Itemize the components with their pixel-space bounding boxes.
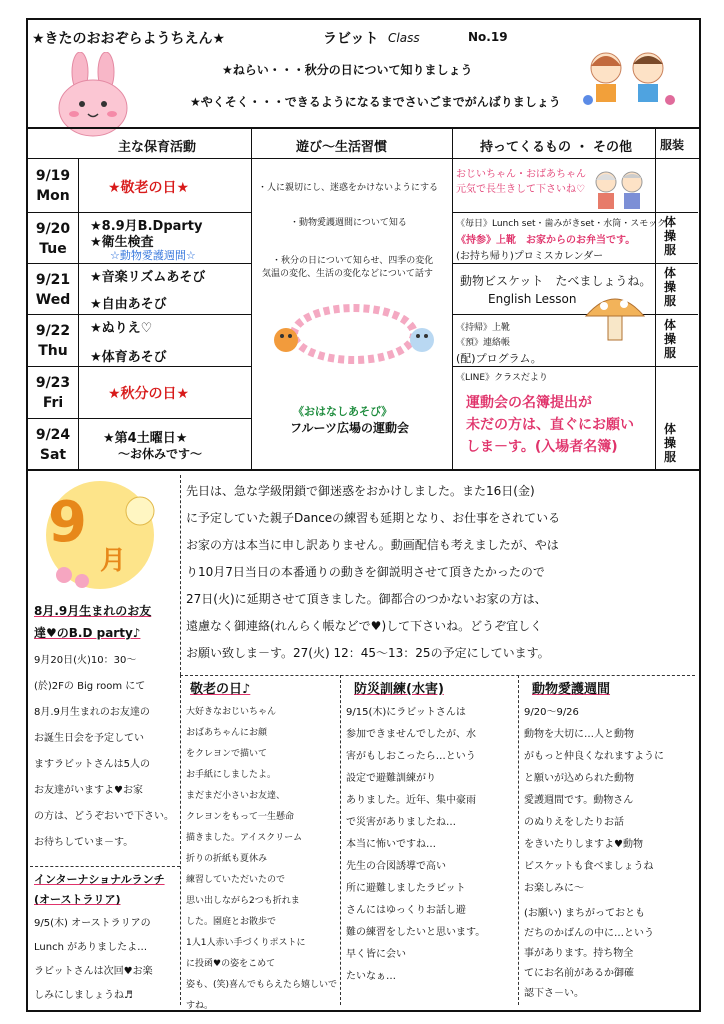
activity-item: ★第4土曜日★: [103, 431, 188, 446]
activity-item: ★秋分の日★: [108, 386, 190, 402]
play-item: 気温の変化、生活の変化などについて話す: [262, 269, 433, 279]
notes-divider: [180, 675, 695, 676]
notes-divider: [30, 866, 180, 867]
month-number: 9: [48, 490, 87, 555]
bousai-body: 9/15(木)にラビットさんは 参加できませんでしたが、水 害がもしおこったら…という 設定で避難訓練がり ありました。近年、集中豪雨 で災害がありましたね… 本当に怖いですね… 先生の合図誘導で高い 所に避難しましたラビット さんにはゆっくりお話し避 難の練習をしたいと思います。 早く皆に会い たいなぁ…: [346, 707, 486, 982]
class-word: Class: [388, 31, 420, 45]
row-divider: [26, 314, 252, 315]
school-name: ★きたのおおぞらようちえん★: [32, 31, 226, 47]
row-divider: [452, 263, 698, 264]
date-cell: 9/20 Tue: [35, 221, 71, 257]
play-item: ・人に親切にし、迷惑をかけないようにする: [258, 183, 439, 193]
activity-item: ★体育あそび: [90, 350, 167, 365]
header-divider: [26, 127, 699, 129]
grandparents-icon: [586, 168, 652, 210]
bring-item: しま－す。(入場者名簿): [466, 439, 618, 455]
bd-party-title: 8月.9月生まれのお友 達♥のB.D party♪: [34, 604, 152, 640]
notes-divider: [340, 675, 341, 1005]
clothes-cell: 体操服: [664, 215, 677, 257]
activity-item: ★衛生検査: [90, 235, 154, 250]
bring-item: 未だの方は、直ぐにお願い: [466, 417, 634, 433]
class-name: ラビット: [323, 31, 379, 47]
activity-item: ★敬老の日★: [108, 180, 190, 196]
row-divider: [26, 212, 252, 213]
clothes-cell: 体操服: [664, 318, 677, 360]
keiro-body: 大好きなおじいちゃん おばあちゃんにお顔 をクレヨンで描いて お手紙にしましたよ。 まだまだ小さいお友達、 クレヨンをもって一生懸命 描きました。アイスクリーム 折りの折紙も夏休み 練習していただいたので 思い出しながら2つも折れま した。園庭とお散歩で 1人1人赤い手づくりポストに に投函♥の姿をこめて 姿も、(笑)喜んでもらえたら嬉しいですね。: [186, 707, 338, 1011]
rabbit-face-icon: [54, 52, 134, 138]
children-icon: [578, 40, 678, 110]
activity-item: ☆動物愛護週間☆: [110, 249, 196, 262]
notes-divider: [518, 675, 519, 1005]
date-cell: 9/21 Wed: [35, 272, 71, 308]
activity-item: ★音楽リズムあそび: [90, 270, 206, 285]
bousai-title: 防災訓練(水害): [354, 682, 444, 697]
mushroom-icon: [580, 286, 650, 346]
row-divider: [26, 263, 252, 264]
play-item: ・動物愛護週間について知る: [290, 218, 407, 228]
promise-text: ★やくそく・・・できるようになるまでさいごまでがんばりましょう: [190, 95, 561, 109]
bring-item: 運動会の名簿提出が: [466, 395, 592, 411]
row-divider: [26, 366, 252, 367]
story-label: 《おはなしあそび》: [293, 405, 393, 418]
row-divider: [452, 366, 698, 367]
col-clothes: 服装: [660, 138, 685, 152]
play-item: ・秋分の日について知らせ、四季の変化: [272, 256, 434, 266]
col-activities: 主な保育活動: [118, 140, 197, 155]
bring-item: 元気で長生きして下さいね♡: [456, 184, 585, 195]
bring-item: (配)プログラム。: [456, 352, 542, 365]
lunch-body: 9/5(木) オーストラリアの Lunch がありましたよ… ラビットさんは次回♥お楽 しみにしましょうね♬: [34, 918, 153, 1001]
date-cell: 9/19 Mon: [35, 168, 71, 204]
activity-item: ～お休みです～: [118, 447, 203, 461]
activity-item: ★自由あそび: [90, 297, 167, 312]
bring-item: 《持帰》上靴: [456, 323, 511, 333]
table-header-divider: [26, 158, 699, 159]
story-title: フルーツ広場の運動会: [290, 421, 410, 435]
date-cell: 9/23 Fri: [35, 375, 71, 411]
month-suffix: 月: [100, 546, 127, 576]
bring-item: English Lesson: [488, 292, 577, 306]
aim-text: ★ねらい・・・秋分の日について知りましょう: [222, 63, 473, 77]
table-bottom-divider: [26, 469, 699, 471]
activity-item: ★8.9月B.Dparty: [90, 219, 203, 234]
flower-garland-icon: [270, 300, 438, 368]
bring-item: 《LINE》クラスだより: [456, 373, 548, 383]
row-divider: [452, 212, 698, 213]
clothes-cell: 体操服: [664, 266, 677, 308]
clothes-cell: 体操服: [664, 422, 677, 464]
col-bring: 持ってくるもの ・ その他: [480, 140, 633, 155]
animal-title: 動物愛護週間: [532, 682, 611, 697]
bring-item: (お持ち帰り)プロミスカレンダー: [456, 251, 604, 262]
bd-party-body: 9月20日(火)10：30～ (於)2Fの Big room にて 8月.9月生まれのお友達の お誕生日会を予定してい ますラビットさんは5人の お友達がいますよ♥お家 の方は、どうぞおいで下さい。 お待ちしていま－す。: [34, 655, 174, 848]
lunch-title: インターナショナルランチ (オーストラリア): [34, 873, 165, 906]
date-cell: 9/24 Sat: [35, 427, 71, 463]
table-vline: [655, 127, 656, 470]
keiro-title: 敬老の日♪: [190, 682, 251, 697]
bring-item: おじいちゃん・おばあちゃん: [456, 169, 586, 180]
bring-item: 《毎日》Lunch set・歯みがきset・水筒・スモック: [456, 219, 667, 229]
animal-body: 9/20～9/26 動物を大切に…人と動物 がもっと仲良くなれますように と願いが込められた動物 愛護週間です。動物さん のぬりえをしたりお話 をきいたりしますよ♥動物 ビスケットも食べましょうね お楽しみに～: [524, 707, 664, 894]
issue-number: No.19: [468, 30, 508, 44]
bring-item: 《預》連絡帳: [456, 338, 511, 348]
request-body: (お願い) まちがっておとも だちのかばんの中に…という 事があります。持ち物全 てにお名前があるか御確 認下さ－い。: [524, 908, 654, 999]
activity-item: ★ぬりえ♡: [90, 321, 153, 336]
notice-postponement: 先日は、急な学級閉鎖で御迷惑をおかけしました。また16日(金) に予定していた親子Danceの練習も延期となり、お仕事をされている お家の方は本当に申し訳ありません。動画配信も考えましたが、やは り10月7日当日の本番通りの動きを御説明させて頂きたかったので 27日(火)に延期させて頂きました。御都合のつかないお家の方は、 遠慮なく御連絡(れんらく帳などで♥)して下さいね。どうぞ宜しく お願い致しま－す。27(火) 12：45～13：25の予定にしています。: [186, 484, 561, 660]
col-play: 遊び～生活習慣: [296, 140, 388, 155]
bring-item: 動物ビスケット たべましょうね。: [460, 274, 652, 288]
row-divider: [452, 314, 698, 315]
bring-item: 《持参》上靴 お家からのお弁当です。: [456, 235, 636, 246]
table-vline: [452, 127, 453, 470]
row-divider: [26, 418, 252, 419]
notes-divider: [180, 475, 181, 675]
notes-divider: [180, 675, 181, 1005]
date-cell: 9/22 Thu: [35, 323, 71, 359]
